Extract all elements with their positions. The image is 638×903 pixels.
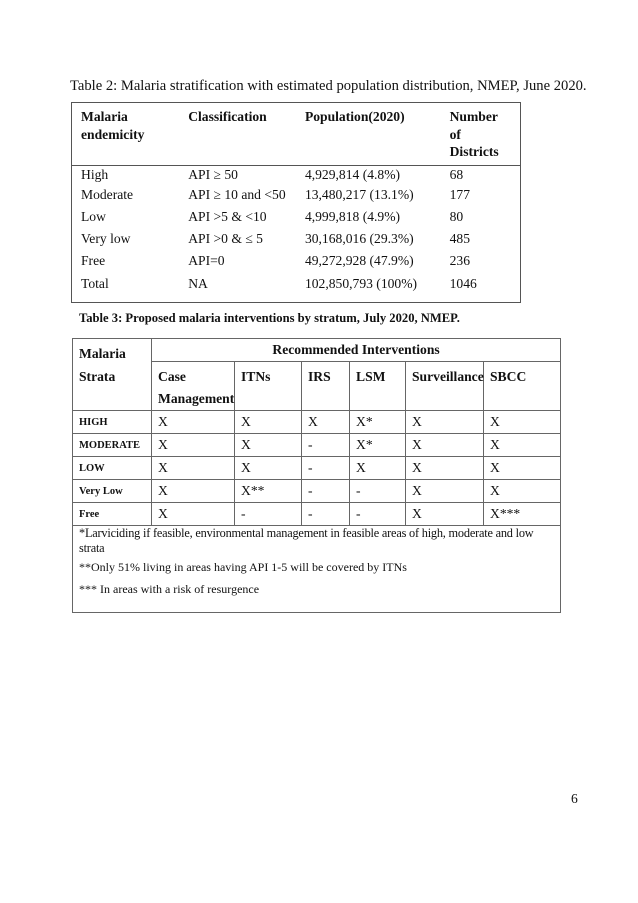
header-surveillance: Surveillance — [406, 362, 484, 411]
table2-caption: Table 2: Malaria stratification with estimated population distribution, NMEP, June 2020. — [70, 78, 587, 94]
table-cell: X** — [235, 480, 302, 503]
table-cell: X*** — [484, 503, 561, 526]
table-cell: 1046 — [449, 276, 477, 292]
table-cell: 68 — [449, 167, 464, 183]
header-lsm: LSM — [350, 362, 406, 411]
table-cell: X — [406, 503, 484, 526]
table-cell: NA — [188, 276, 208, 292]
table-row — [73, 480, 561, 503]
table-cell: 102,850,793 (100%) — [304, 276, 418, 292]
table-cell: 4,999,818 (4.9%) — [304, 209, 401, 225]
table-cell: X — [235, 411, 302, 434]
header-population: Population(2020) — [296, 103, 441, 166]
table-cell: X — [152, 457, 235, 480]
footnote-itns: **Only 51% living in areas having API 1-5 will be covered by ITNs — [73, 556, 561, 578]
table-cell: X — [350, 457, 406, 480]
table-cell: 80 — [449, 209, 464, 225]
header-districts: Number of Districts — [441, 103, 521, 166]
table-cell: X — [484, 411, 561, 434]
table-cell: - — [350, 503, 406, 526]
header-irs: IRS — [302, 362, 350, 411]
footnote-larviciding: *Larviciding if feasible, environmental management in feasible areas of high, moderate and low strata — [73, 526, 561, 557]
table-row — [73, 503, 561, 526]
footnote-row — [73, 526, 561, 557]
table-row — [72, 228, 521, 250]
table-row — [73, 411, 561, 434]
table-cell: X — [152, 503, 235, 526]
table-row — [72, 272, 521, 303]
header-itns: ITNs — [235, 362, 302, 411]
table-row — [73, 434, 561, 457]
table-cell: API >0 & ≤ 5 — [188, 231, 263, 247]
table-row — [72, 184, 521, 206]
header-strata-line1: Malaria — [79, 346, 126, 361]
table-cell: 236 — [449, 253, 470, 269]
table-header-row — [73, 339, 561, 362]
table-row — [72, 206, 521, 228]
table-cell: X — [484, 457, 561, 480]
table-row — [73, 457, 561, 480]
table-cell: API >5 & <10 — [188, 209, 267, 225]
table-cell: 30,168,016 (29.3%) — [304, 231, 414, 247]
stratification-table — [71, 102, 521, 303]
table-cell: X — [152, 480, 235, 503]
table-cell: 49,272,928 (47.9%) — [304, 253, 414, 269]
table-cell: - — [302, 457, 350, 480]
page-number: 6 — [571, 791, 578, 806]
row-label: MODERATE — [73, 434, 152, 457]
table-row — [72, 166, 521, 185]
table-cell: - — [302, 480, 350, 503]
table-cell: - — [302, 503, 350, 526]
header-recommended-interventions: Recommended Interventions — [152, 339, 561, 362]
row-label: HIGH — [73, 411, 152, 434]
table-cell: X — [302, 411, 350, 434]
table-cell: X — [152, 411, 235, 434]
table-cell: 485 — [449, 231, 470, 247]
table-cell: X — [484, 434, 561, 457]
footnote-resurgence: *** In areas with a risk of resurgence — [73, 578, 561, 613]
header-strata — [73, 339, 152, 411]
table-header-row — [72, 103, 521, 166]
table-cell: Moderate — [81, 187, 134, 203]
table-cell: API ≥ 50 — [188, 167, 238, 183]
table-cell: X — [235, 457, 302, 480]
table3-caption: Table 3: Proposed malaria interventions by stratum, July 2020, NMEP. — [79, 311, 460, 325]
table-cell: API ≥ 10 and <50 — [188, 187, 286, 203]
table-cell: Total — [81, 276, 109, 292]
table-cell: X — [235, 434, 302, 457]
table-cell: X — [406, 480, 484, 503]
row-label: Free — [73, 503, 152, 526]
footnote-row — [73, 578, 561, 613]
header-case-management: Case Management — [152, 362, 235, 411]
table-row — [72, 250, 521, 272]
row-label: Very Low — [73, 480, 152, 503]
header-classification: Classification — [179, 103, 296, 166]
table-cell: - — [302, 434, 350, 457]
table-cell: API=0 — [188, 253, 225, 269]
table-cell: Free — [81, 253, 106, 269]
table-cell: 13,480,217 (13.1%) — [304, 187, 414, 203]
footnote-row — [73, 556, 561, 578]
table-cell: X — [406, 434, 484, 457]
table-cell: High — [81, 167, 109, 183]
table-cell: X — [484, 480, 561, 503]
table-cell: Very low — [81, 231, 131, 247]
table-cell: 4,929,814 (4.8%) — [304, 167, 401, 183]
interventions-table — [72, 338, 561, 613]
header-strata-line2: Strata — [79, 369, 116, 385]
table-cell: 177 — [449, 187, 470, 203]
table-cell: X — [406, 411, 484, 434]
table-cell: X — [152, 434, 235, 457]
table-cell: - — [235, 503, 302, 526]
header-sbcc: SBCC — [484, 362, 561, 411]
row-label: LOW — [73, 457, 152, 480]
table-cell: X* — [350, 411, 406, 434]
table-cell: X — [406, 457, 484, 480]
table-cell: - — [350, 480, 406, 503]
table-cell: X* — [350, 434, 406, 457]
table-cell: Low — [81, 209, 106, 225]
header-endemicity: Malaria endemicity — [72, 103, 180, 166]
